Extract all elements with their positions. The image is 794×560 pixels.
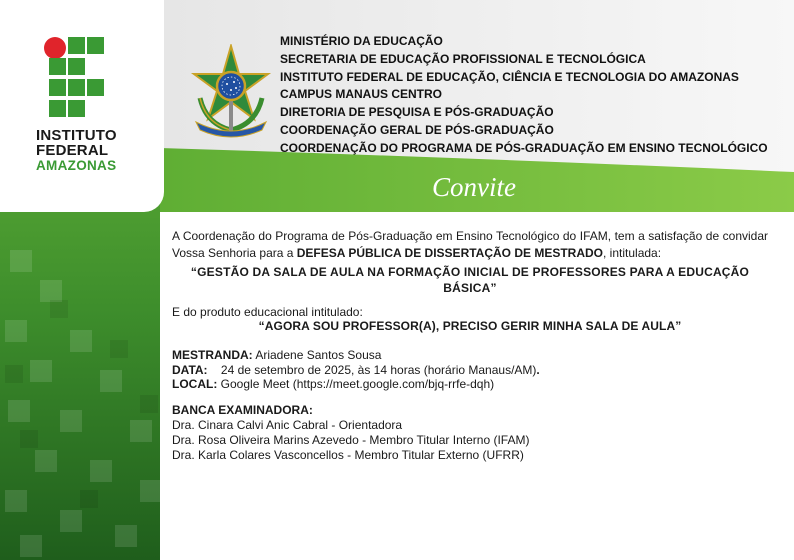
committee-member: Dra. Karla Colares Vasconcellos - Membro Titular Externo (UFRR) bbox=[172, 447, 524, 462]
header-line-campus: CAMPUS MANAUS CENTRO bbox=[280, 87, 442, 102]
intro-bold: DEFESA PÚBLICA DE DISSERTAÇÃO DE MESTRADO bbox=[296, 246, 604, 260]
product-title: “AGORA SOU PROFESSOR(A), PRECISO GERIR MINHA SALA DE AULA” bbox=[258, 319, 682, 333]
intro-text-end: , intitulada: bbox=[603, 246, 662, 260]
event-details bbox=[172, 348, 768, 392]
student-label: MESTRANDA: bbox=[172, 348, 253, 362]
dissertation-title: “GESTÃO DA SALA DE AULA NA FORMAÇÃO INICIAL DE PROFESSORES PARA A EDUCAÇÃO BÁSICA” bbox=[190, 265, 750, 295]
header-line-ministerio: MINISTÉRIO DA EDUCAÇÃO bbox=[280, 34, 443, 48]
logo-line-1: INSTITUTO bbox=[36, 127, 117, 144]
product-intro: E do produto educacional intitulado: bbox=[172, 305, 363, 319]
date-line bbox=[172, 363, 768, 378]
invitation-body bbox=[172, 228, 768, 463]
logo-line-2: FEDERAL bbox=[36, 142, 109, 159]
logo-line-3: AMAZONAS bbox=[36, 158, 117, 173]
coat-of-arms-icon bbox=[186, 44, 276, 140]
location-line bbox=[172, 377, 768, 392]
committee-heading: BANCA EXAMINADORA: bbox=[172, 402, 313, 417]
date-end: . bbox=[536, 362, 540, 377]
header-line-coordenacao-programa: COORDENAÇÃO DO PROGRAMA DE PÓS-GRADUAÇÃO EM ENSINO TECNOLÓGICO bbox=[280, 140, 768, 155]
logo-grid-icon bbox=[36, 34, 122, 118]
banner-title: Convite bbox=[432, 172, 516, 202]
institute-logo bbox=[36, 34, 136, 173]
invitation-intro bbox=[172, 228, 768, 262]
intro-text: A Coordenação do Programa de Pós-Graduação em Ensino Tecnológico do IFAM, tem a satisfação de convidar Vossa Senhoria para a bbox=[172, 229, 768, 260]
committee-block bbox=[172, 403, 768, 463]
logo-red-dot bbox=[44, 37, 66, 59]
committee-member: Dra. Rosa Oliveira Marins Azevedo - Membro Titular Interno (IFAM) bbox=[172, 432, 530, 447]
location-value[interactable]: Google Meet (https://meet.google.com/bjq-rrfe-dqh) bbox=[220, 377, 495, 391]
student-value: Ariadene Santos Sousa bbox=[255, 348, 382, 362]
header-line-coordenacao-geral: COORDENAÇÃO GERAL DE PÓS-GRADUAÇÃO bbox=[280, 122, 554, 137]
header-line-secretaria: SECRETARIA DE EDUCAÇÃO PROFISSIONAL E TECNOLÓGICA bbox=[280, 51, 646, 66]
header-line-diretoria: DIRETORIA DE PESQUISA E PÓS-GRADUAÇÃO bbox=[280, 105, 554, 120]
date-label: DATA: bbox=[172, 362, 208, 377]
header-block bbox=[280, 33, 768, 158]
committee-member: Dra. Cinara Calvi Anic Cabral - Orientadora bbox=[172, 417, 403, 432]
date-value: 24 de setembro de 2025, às 14 horas (horário Manaus/AM) bbox=[220, 362, 537, 377]
location-label: LOCAL: bbox=[172, 377, 218, 391]
student-line bbox=[172, 348, 768, 363]
header-line-instituto: INSTITUTO FEDERAL DE EDUCAÇÃO, CIÊNCIA E TECNOLOGIA DO AMAZONAS bbox=[280, 69, 739, 84]
